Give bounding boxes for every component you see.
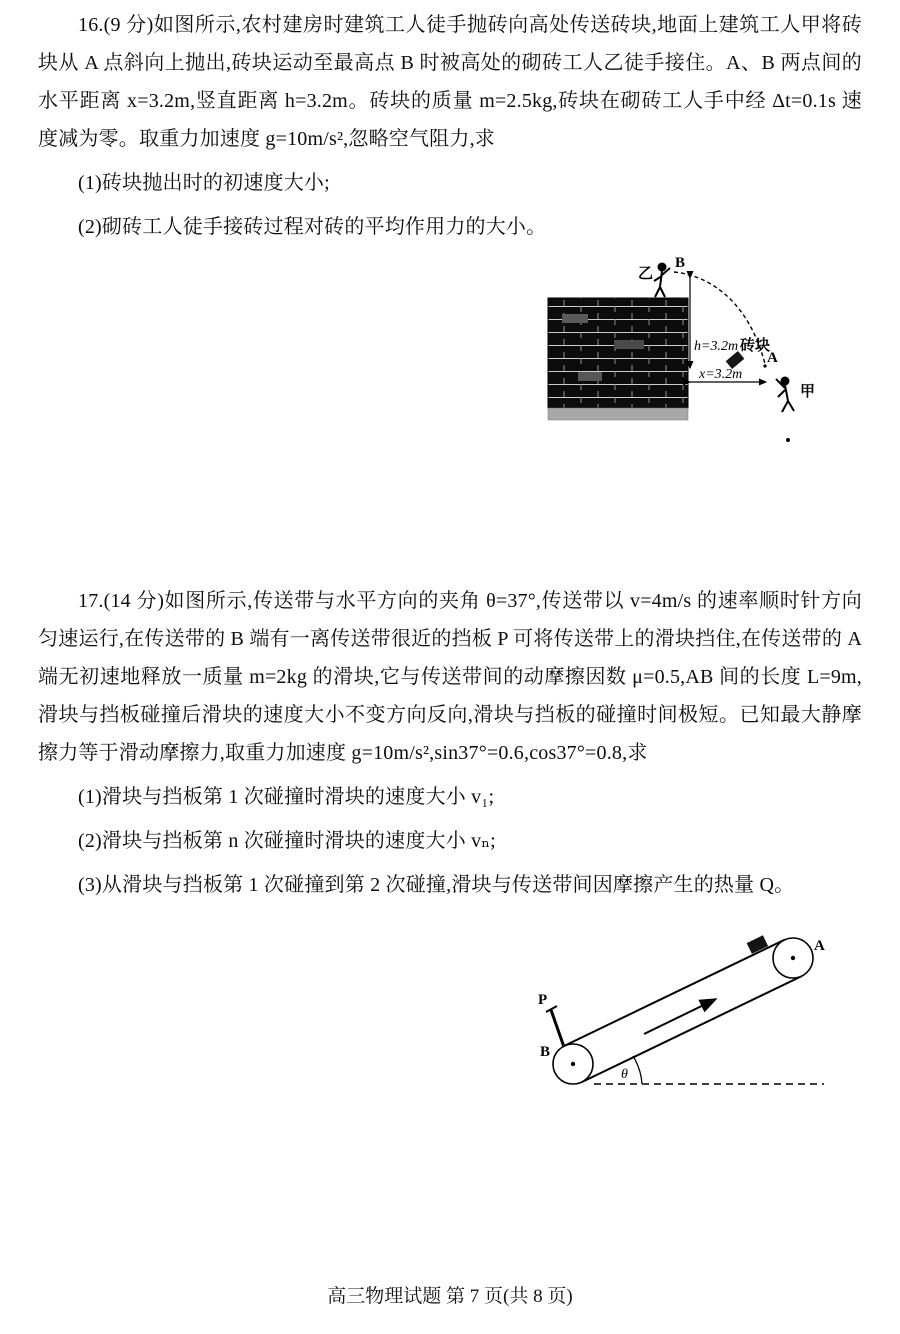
stray-dot <box>786 438 790 442</box>
h-dimension <box>690 278 738 368</box>
brick-wall <box>548 298 688 420</box>
q17-figure-area <box>38 904 862 1139</box>
q17-stem: 17.(14 分)如图所示,传送带与水平方向的夹角 θ=37°,传送带以 v=4m/s 的速率顺时针方向匀速运行,在传送带的 B 端有一离传送带很近的挡板 P 可将传送带上的滑块挡住,在传送带的 A 端无初速地释放一质量 m=2kg 的滑块,它与传送带间的动摩擦因数 μ=0.5,AB 间的长度 L=9m,滑块与挡板碰撞后滑块的速度大小不变方向反向,滑块与挡板的碰撞时间极短。已知最大静摩擦力等于滑动摩擦力,取重力加速度 g=10m/s²,sin37°=0.6,cos37°=0.8,求 <box>38 590 862 764</box>
q17-part-1: (1)滑块与挡板第 1 次碰撞时滑块的速度大小 v₁; <box>78 786 495 808</box>
label-baffle-p: P <box>538 992 548 1008</box>
q17-figure-illustration <box>508 906 848 1118</box>
angle-theta-arc <box>633 1056 642 1084</box>
label-point-b: B <box>675 255 686 271</box>
ground-strip <box>548 408 688 420</box>
label-x-value: x=3.2m <box>699 367 743 382</box>
worker-yi-figure <box>654 263 670 298</box>
belt-direction-arrow <box>644 1000 714 1034</box>
slider-block <box>747 935 768 954</box>
q17-part-3: (3)从滑块与挡板第 1 次碰撞到第 2 次碰撞,滑块与传送带间因摩擦产生的热量 Q。 <box>78 874 795 896</box>
label-brick: 砖块 <box>740 338 771 354</box>
label-worker-jia: 甲 <box>800 384 816 400</box>
question-17 <box>38 582 862 1139</box>
question-16 <box>38 6 862 546</box>
q16-part-1: (1)砖块抛出时的初速度大小; <box>78 172 330 194</box>
label-point-a: A <box>767 350 778 366</box>
x-dimension <box>690 367 766 382</box>
point-a-dot <box>763 364 766 367</box>
label-pulley-a: A <box>814 938 825 954</box>
label-angle-theta: θ <box>621 1067 628 1082</box>
conveyor-belt <box>553 938 813 1084</box>
q16-figure-area <box>38 246 862 546</box>
q16-figure-illustration <box>538 254 838 464</box>
label-pulley-b: B <box>540 1044 551 1060</box>
q16-part-2: (2)砌砖工人徒手接砖过程对砖的平均作用力的大小。 <box>78 216 547 238</box>
label-worker-yi: 乙 <box>638 266 654 282</box>
q17-part-2: (2)滑块与挡板第 n 次碰撞时滑块的速度大小 vₙ; <box>78 830 496 852</box>
baffle-p <box>546 1006 564 1047</box>
q16-stem: 16.(9 分)如图所示,农村建房时建筑工人徒手抛砖向高处传送砖块,地面上建筑工人甲将砖块从 A 点斜向上抛出,砖块运动至最高点 B 时被高处的砌砖工人乙徒手接住。A、B 两点间的水平距离 x=3.2m,竖直距离 h=3.2m。砖块的质量 m=2.5kg,砖块在砌砖工人手中经 Δt=0.1s 速度减为零。取重力加速度 g=10m/s²,忽略空气阻力,求 <box>38 14 862 150</box>
worker-jia-figure <box>776 377 794 413</box>
page-footer: 高三物理试题 第 7 页(共 8 页) <box>327 1286 573 1307</box>
label-h-value: h=3.2m <box>694 339 739 354</box>
